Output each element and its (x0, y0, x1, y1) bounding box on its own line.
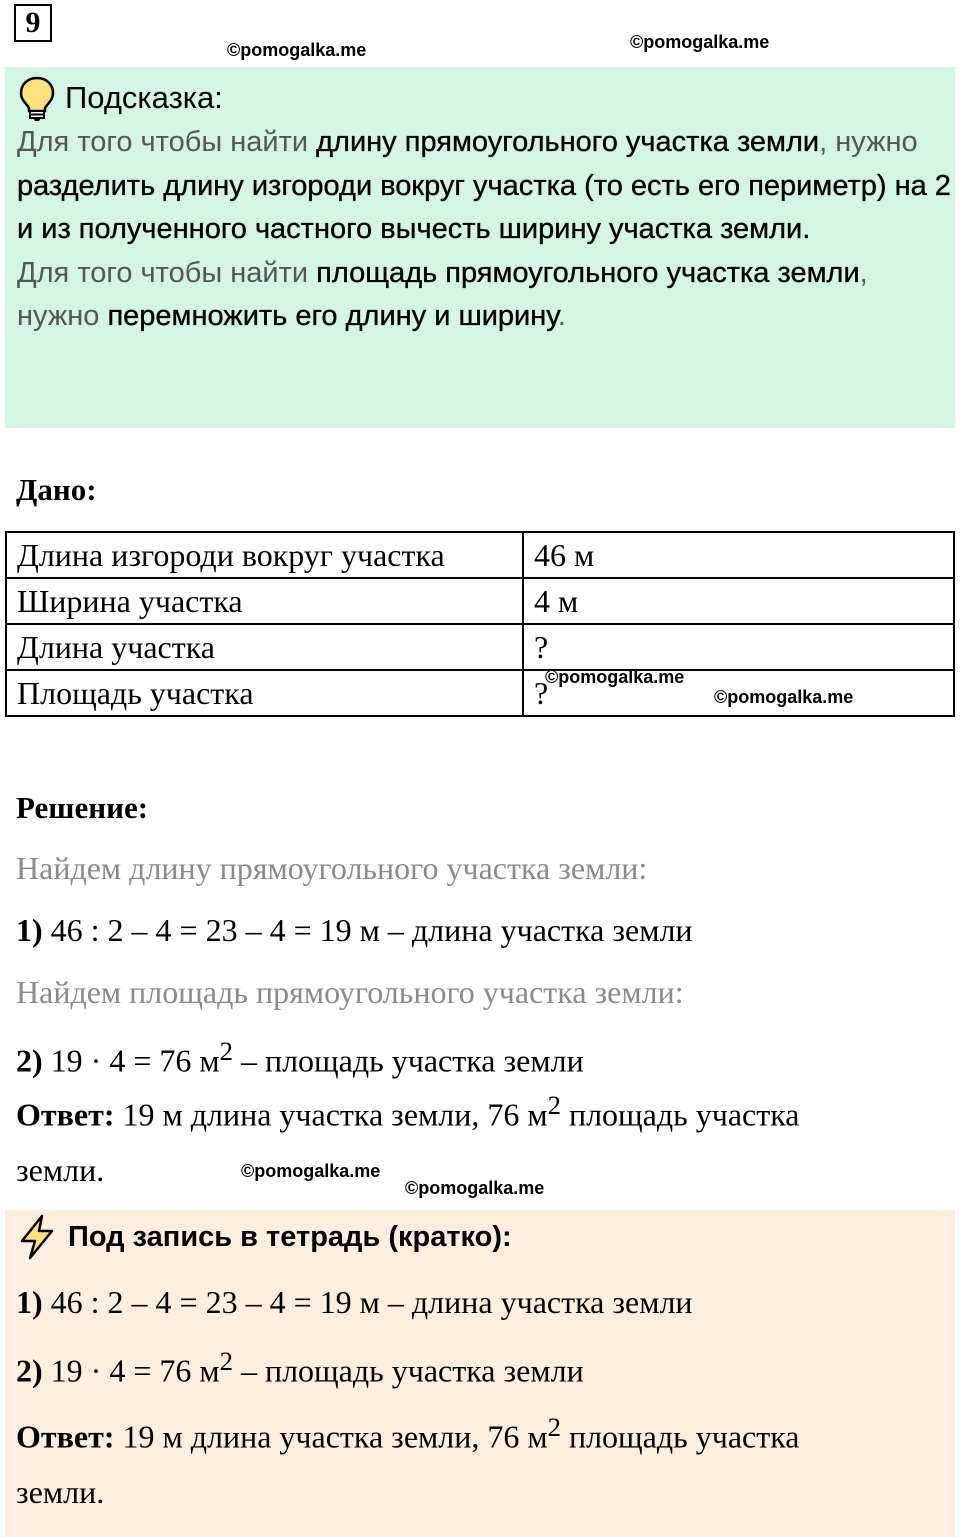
answer-line: Ответ: 19 м длина участка земли, 76 $м^2$ площадь участка (16, 1090, 800, 1133)
lightning-icon (16, 1214, 58, 1260)
hint-title: Подсказка: (65, 80, 223, 115)
short-notes-title: Под запись в тетрадь (кратко): (68, 1220, 512, 1253)
watermark: ©pomogalka.me (241, 1161, 381, 1181)
step1-line: 1) 46 : 2 – 4 = 23 – 4 = 19 м – длина участка земли (16, 912, 693, 948)
short-notes-header (16, 1214, 512, 1260)
given-value: 46 м (523, 532, 954, 578)
given-value: ? (523, 624, 954, 670)
given-title: Дано: (16, 472, 97, 507)
given-label: Длина участка (6, 624, 523, 670)
given-value: ? (523, 670, 954, 716)
given-value: 4 м (523, 578, 954, 624)
hint-paragraph-1: Для того чтобы найти длину прямоугольного участка земли, нужно разделить длину изгороди вокруг участка (то есть его периметр) на 2 и из полученного частного вычесть ширину участка земли. (17, 126, 951, 246)
answer-line-cont: земли. (16, 1152, 105, 1188)
table-row (6, 578, 954, 624)
hint-paragraph-2: Для того чтобы найти площадь прямоугольного участка земли, нужно перемножить его длину и ширину. (17, 256, 868, 333)
lightbulb-icon (17, 75, 57, 121)
watermark: ©pomogalka.me (630, 32, 770, 52)
watermark: ©pomogalka.me (405, 1178, 545, 1198)
hint-header (17, 75, 955, 121)
short-answer-line: Ответ: 19 м длина участка земли, 76 $м^2$ площадь участка (16, 1412, 800, 1455)
task-number: 9 (14, 4, 52, 42)
short-step1-line: 1) 46 : 2 – 4 = 23 – 4 = 19 м – длина участка земли (16, 1284, 693, 1320)
watermark: ©pomogalka.me (227, 40, 367, 60)
step2-intro: Найдем площадь прямоугольного участка земли: (16, 974, 684, 1010)
step1-intro: Найдем длину прямоугольного участка земли: (16, 850, 648, 886)
table-row (6, 624, 954, 670)
watermark: ©pomogalka.me (714, 687, 854, 707)
solution-title: Решение: (16, 790, 149, 825)
table-row (6, 532, 954, 578)
hint-box (5, 67, 955, 428)
given-label: Площадь участка (6, 670, 523, 716)
step2-line: 2) 19 · 4 = 76 $м^2$ – площадь участка земли (16, 1036, 584, 1079)
given-label: Длина изгороди вокруг участка (6, 532, 523, 578)
given-label: Ширина участка (6, 578, 523, 624)
short-answer-line-cont: земли. (16, 1474, 105, 1510)
watermark: ©pomogalka.me (545, 667, 685, 687)
short-step2-line: 2) 19 · 4 = 76 $м^2$ – площадь участка земли (16, 1346, 584, 1389)
